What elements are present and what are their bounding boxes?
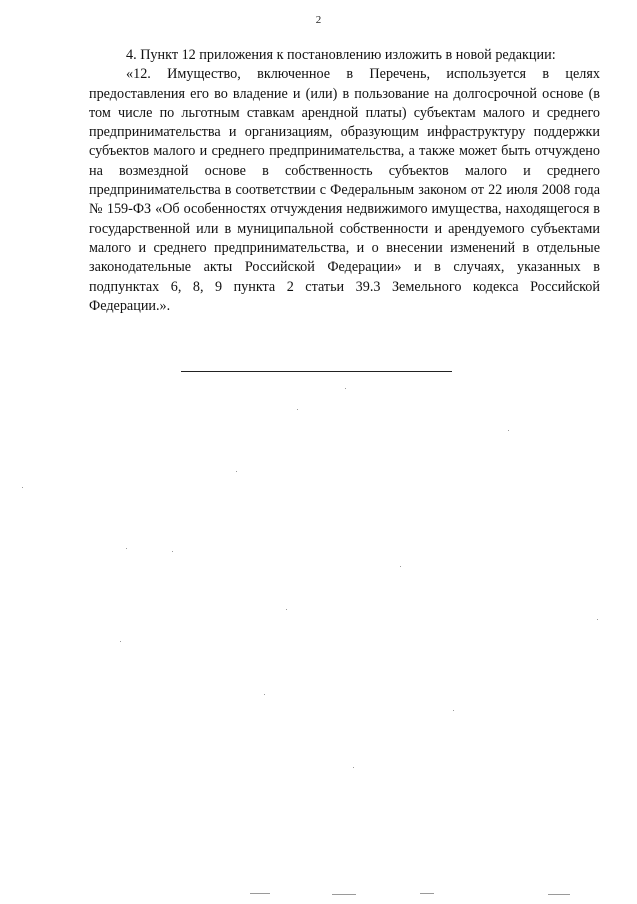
document-body xyxy=(89,46,600,316)
scan-speck xyxy=(297,409,298,410)
scan-speck xyxy=(120,641,121,642)
scan-speck xyxy=(332,894,356,895)
scan-speck xyxy=(22,487,23,488)
scan-speck xyxy=(345,388,346,389)
scan-speck xyxy=(420,893,434,894)
scan-speck xyxy=(264,694,265,695)
scan-speck xyxy=(548,894,570,895)
scan-speck xyxy=(126,548,127,549)
scan-speck xyxy=(172,551,173,552)
closing-separator-line xyxy=(181,371,452,372)
scan-speck xyxy=(353,767,354,768)
paragraph-amendment-text: «12. Имущество, включенное в Перечень, используется в целях предоставления его во владение и (или) в пользование на долгосрочной основе (в том числе по льготным ставкам арендной платы) субъектам малого и среднего предпринимательства и организациям, образующим инфраструктуру поддержки субъектов малого и среднего предпринимательства, а также может быть отчуждено на возмездной основе в собственность субъектов малого и среднего предпринимательства в соответствии с Федеральным законом от 22 июля 2008 года № 159-ФЗ «Об особенностях отчуждения недвижимого имущества, находящегося в государственной или в муниципальной собственности и арендуемого субъектами малого и среднего предпринимательства, и о внесении изменений в отдельные законодательные акты Российской Федерации» и в случаях, указанных в подпунктах 6, 8, 9 пункта 2 статьи 39.3 Земельного кодекса Российской Федерации.». xyxy=(89,66,600,314)
scan-speck xyxy=(453,710,454,711)
paragraph-amendment-intro: 4. Пункт 12 приложения к постановлению изложить в новой редакции: xyxy=(126,47,556,63)
scan-speck xyxy=(597,619,598,620)
scan-speck xyxy=(286,609,287,610)
page-number: 2 xyxy=(315,14,322,26)
scan-speck xyxy=(400,566,401,567)
scan-speck xyxy=(250,893,270,894)
scan-speck xyxy=(508,430,509,431)
scan-speck xyxy=(236,471,237,472)
